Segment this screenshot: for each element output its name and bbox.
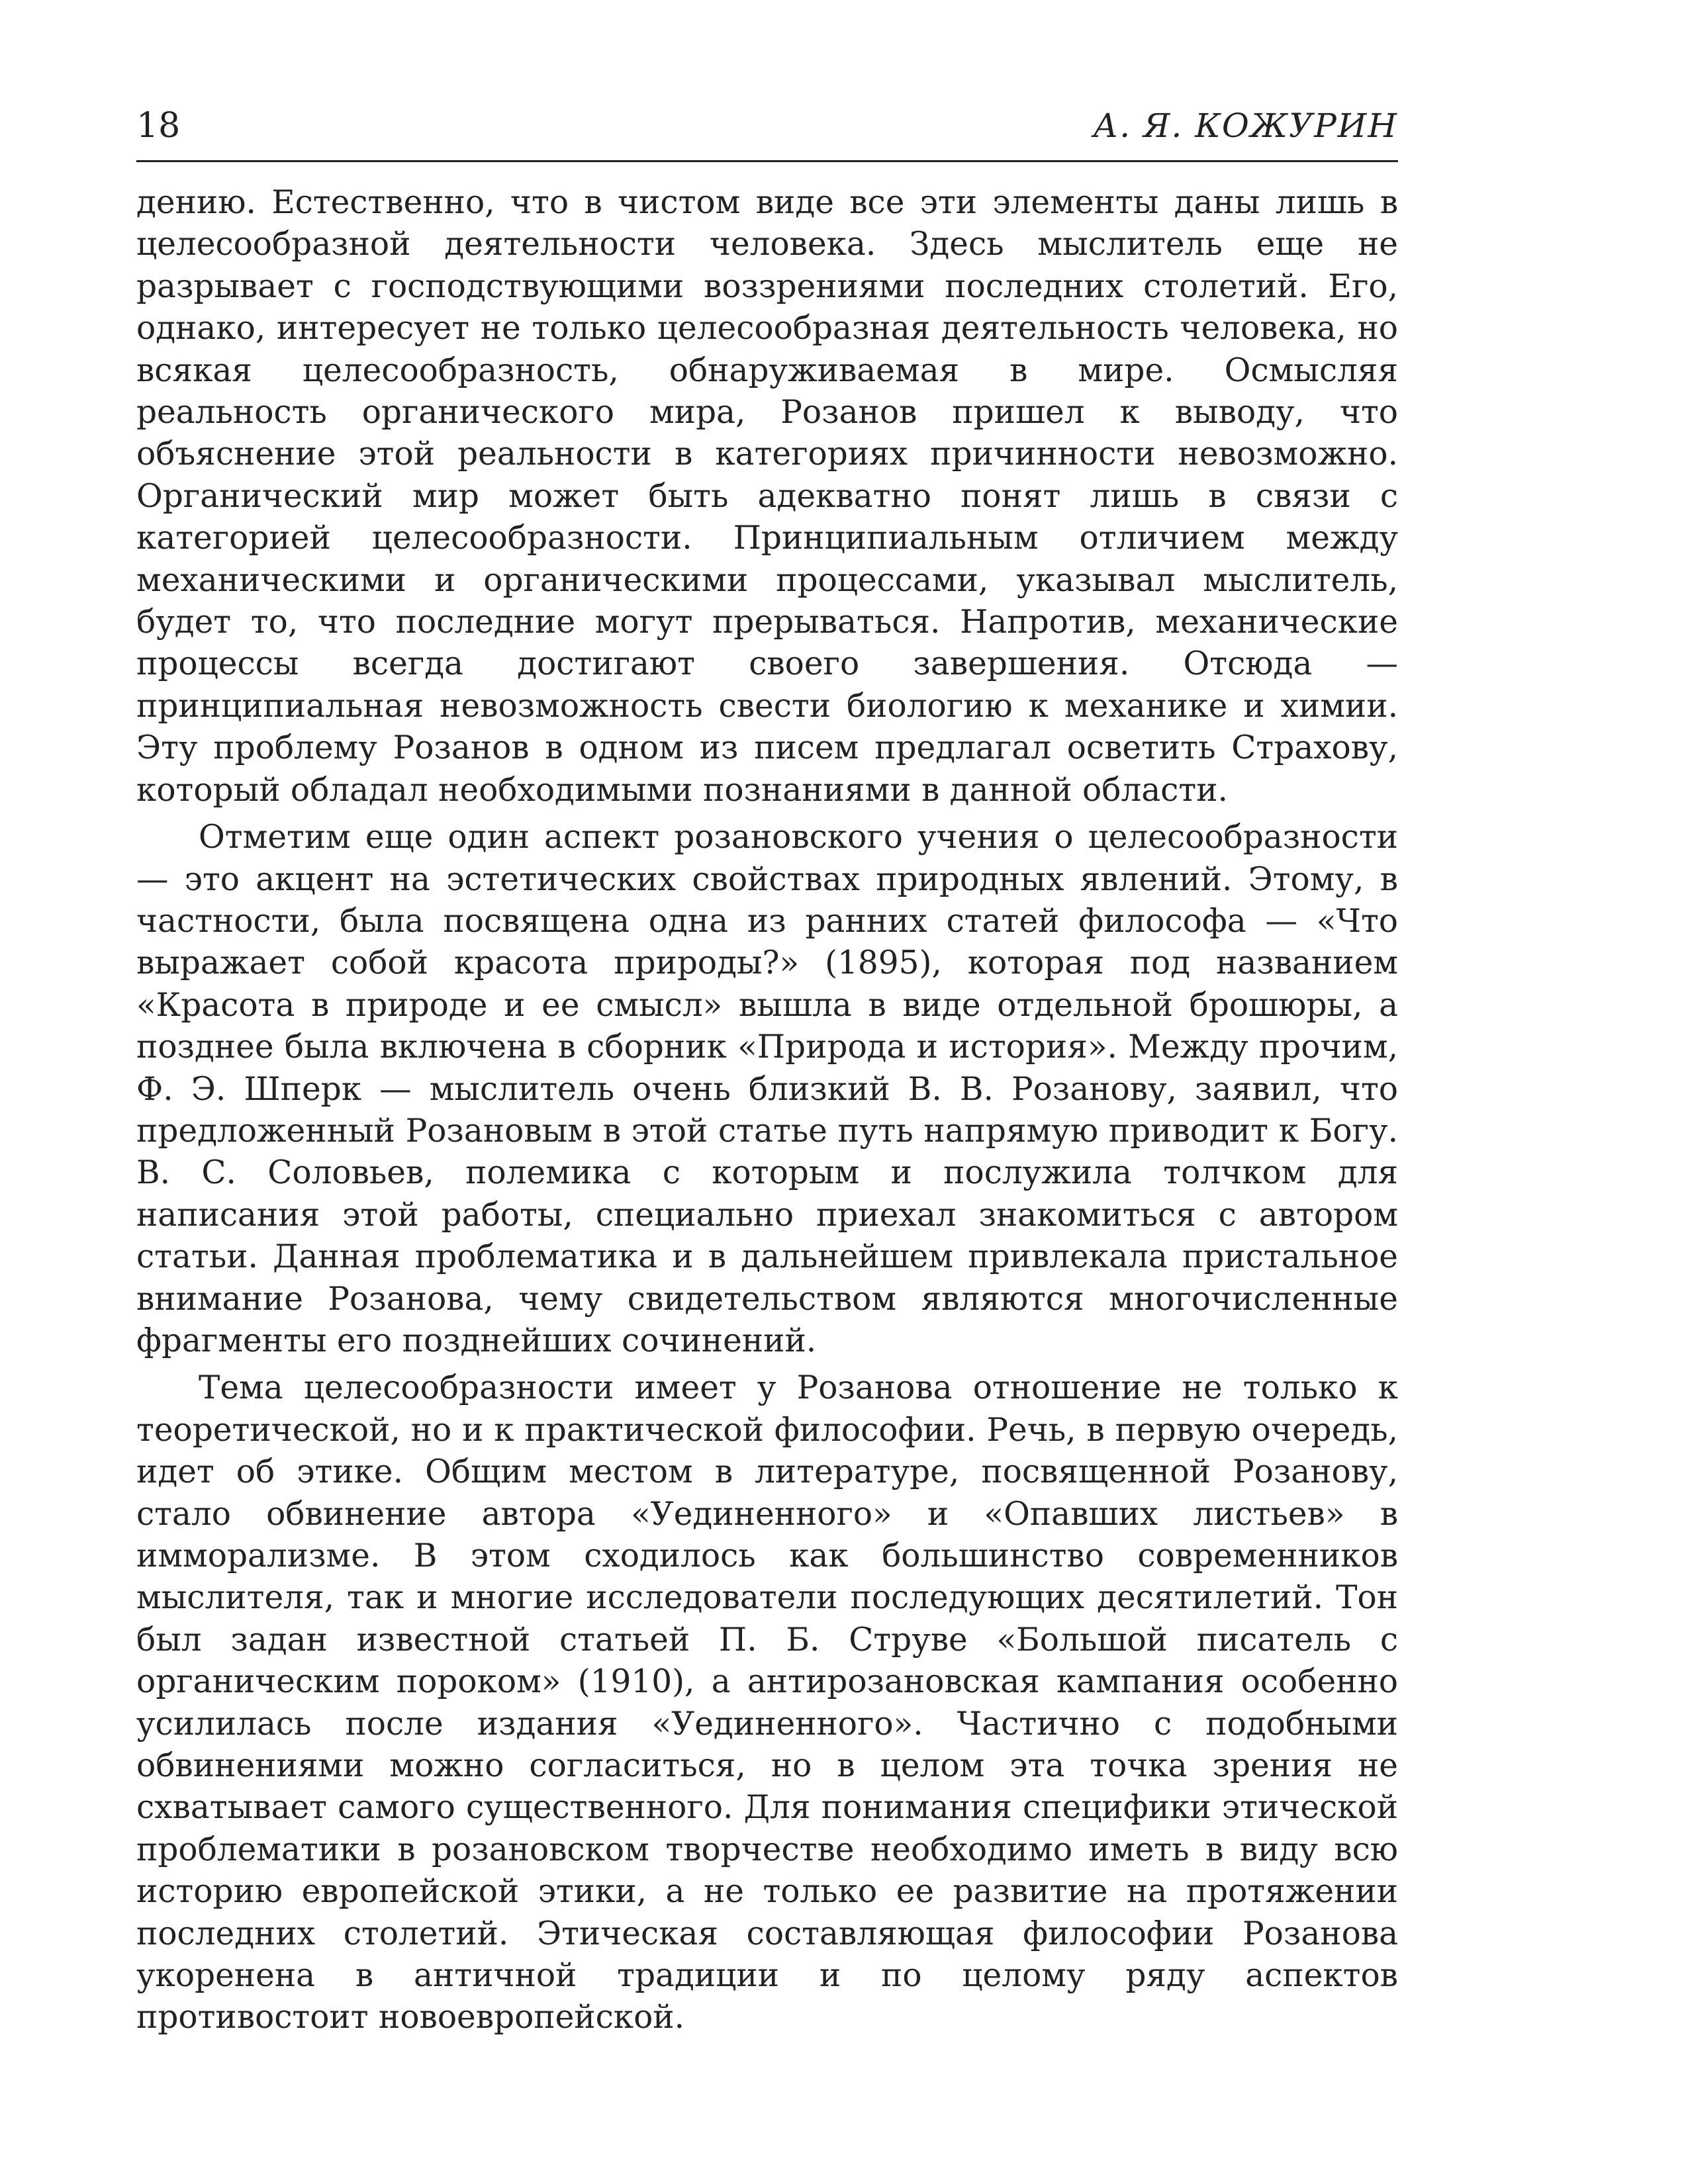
running-title: А. Я. КОЖУРИН <box>1093 107 1398 145</box>
page-number: 18 <box>136 106 181 146</box>
book-page <box>136 99 1398 2118</box>
body-text <box>136 182 1398 2039</box>
paragraph-2: Отметим еще один аспект розановского учения о целесообразности — это акцент на эстетических свойствах природных явлений. Этому, в частности, была посвящена одна из ранних статей философа — «Что выражает собой красота природы?» (1895), которая под названием «Красота в природе и ее смысл» вышла в виде отдельной брошюры, а позднее была включена в сборник «Природа и история». Между прочим, Ф. Э. Шперк — мыслитель очень близкий В. В. Розанову, заявил, что предложенный Розановым в этой статье путь напрямую приводит к Богу. В. С. Соловьев, полемика с которым и послужила толчком для написания этой работы, специально приехал знакомиться с автором статьи. Данная проблематика и в дальнейшем привлекала пристальное внимание Розанова, чему свидетельством являются многочисленные фрагменты его позднейших сочинений. <box>136 819 1398 1359</box>
paragraph-3: Тема целесообразности имеет у Розанова отношение не только к теоретической, но и к практической философии. Речь, в первую очередь, идет об этике. Общим местом в литературе, посвященной Розанову, стало обвинение автора «Уединенного» и «Опавших листьев» в имморализме. В этом сходилось как большинство современников мыслителя, так и многие исследователи последующих десятилетий. Тон был задан известной статьей П. Б. Струве «Большой писатель с органическим пороком» (1910), а антирозановская кампания особенно усилилась после издания «Уединенного». Частично с подобными обвинениями можно согласиться, но в целом эта точка зрения не схватывает самого существенного. Для понимания специфики этической проблематики в розановском творчестве необходимо иметь в виду всю историю европейской этики, а не только ее развитие на протяжении последних столетий. Этическая составляющая философии Розанова укоренена в античной традиции и по целому ряду аспектов противостоит новоевропейской. <box>136 1369 1398 2036</box>
paragraph-1: дению. Естественно, что в чистом виде все эти элементы даны лишь в целесообразной деятельности человека. Здесь мыслитель еще не разрывает с господствующими воззрениями последних столетий. Его, однако, интересует не только целесообразная деятельность человека, но всякая целесообразность, обнаруживаемая в мире. Осмысляя реальность органического мира, Розанов пришел к выводу, что объяснение этой реальности в категориях причинности невозможно. Органический мир может быть адекватно понят лишь в связи с категорией целесообразности. Принципиальным отличием между механическими и органическими процессами, указывал мыслитель, будет то, что последние могут прерываться. Напротив, механические процессы всегда достигают своего завершения. Отсюда — принципиальная невозможность свести биологию к механике и химии. Эту проблему Розанов в одном из писем предлагал осветить Страхову, который обладал необходимыми познаниями в данной области. <box>136 184 1398 809</box>
page-header <box>136 99 1398 162</box>
